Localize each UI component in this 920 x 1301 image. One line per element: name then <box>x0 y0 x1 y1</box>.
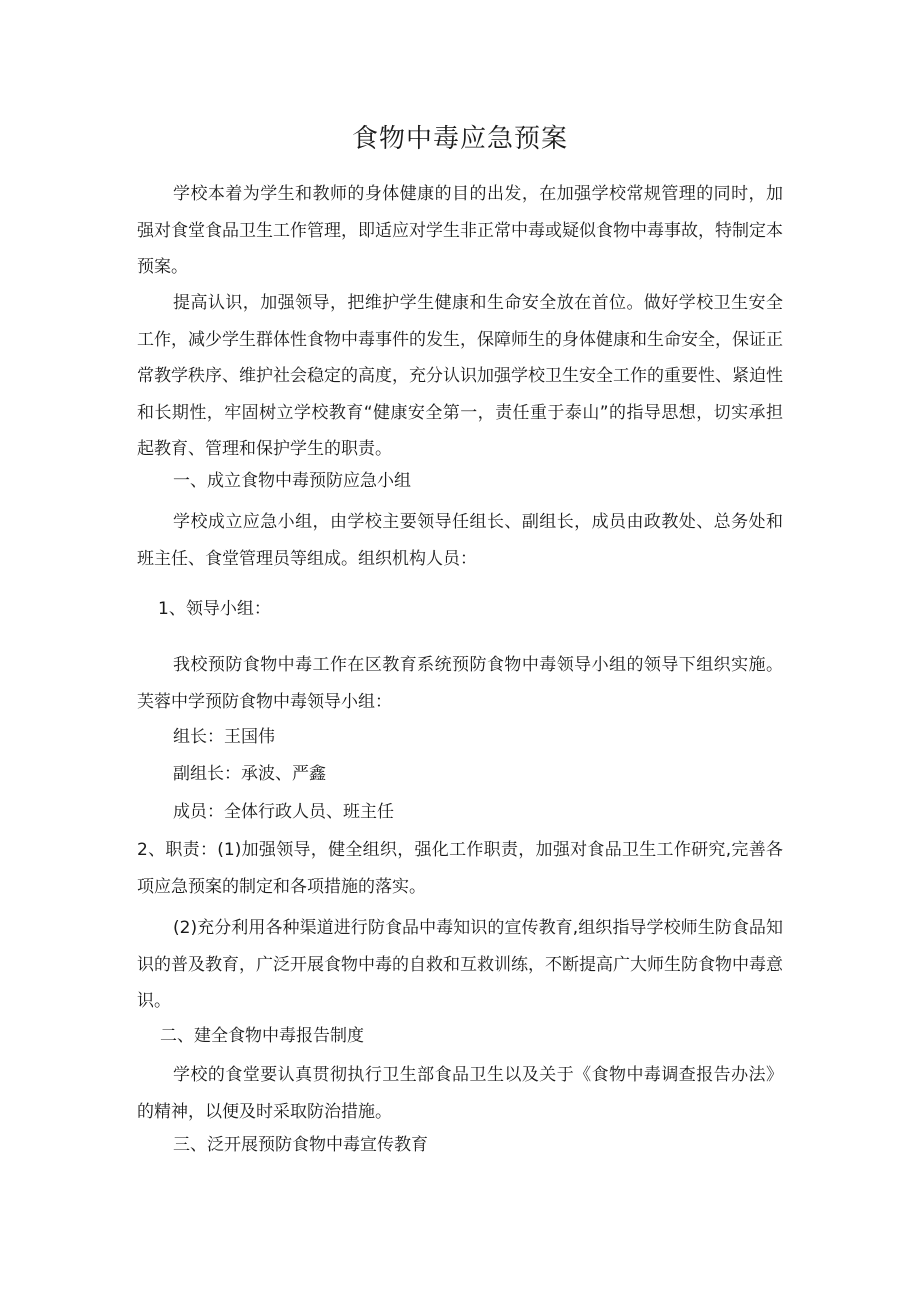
awareness-paragraph: 提高认识，加强领导，把维护学生健康和生命安全放在首位。做好学校卫生安全工作，减少学生群体性食物中毒事件的发生，保障师生的身体健康和生命安全，保证正常教学秩序、维护社会稳定的高度，充分认识加强学校卫生安全工作的重要性、紧迫性和长期性，牢固树立学校教育“健康安全第一，责任重于泰山”的指导思想，切实承担起教育、管理和保护学生的职责。 <box>137 293 783 459</box>
leader-group-heading: 1、领导小组： <box>158 599 271 619</box>
intro-paragraph: 学校本着为学生和教师的身体健康的目的出发，在加强学校常规管理的同时，加强对食堂食品卫生工作管理，即适应对学生非正常中毒或疑似食物中毒事故，特制定本预案。 <box>137 184 783 277</box>
duties-paragraph-2: (2)充分利用各种渠道进行防食品中毒知识的宣传教育,组织指导学校师生防食品知识的普及教育，广泛开展食物中毒的自救和互救训练，不断提高广大师生防食物中毒意识。 <box>137 918 783 1011</box>
section-3-heading: 三、泛开展预防食物中毒宣传教育 <box>173 1135 428 1155</box>
deputy-leader-line: 副组长：承波、严鑫 <box>173 764 326 784</box>
section-2-heading: 二、建全食物中毒报告制度 <box>160 1026 364 1046</box>
leader-group-body: 我校预防食物中毒工作在区教育系统预防食物中毒领导小组的领导下组织实施。芙蓉中学预防食物中毒领导小组： <box>137 655 783 712</box>
section-2-body: 学校的食堂要认真贯彻执行卫生部食品卫生以及关于《食物中毒调查报告办法》的精神，以便及时采取防治措施。 <box>137 1065 783 1122</box>
document-title: 食物中毒应急预案 <box>351 124 568 154</box>
group-leader-line: 组长：王国伟 <box>173 727 275 747</box>
section-1-body: 学校成立应急小组，由学校主要领导任组长、副组长，成员由政教处、总务处和班主任、食堂管理员等组成。组织机构人员： <box>137 512 783 569</box>
section-1-heading: 一、成立食物中毒预防应急小组 <box>173 471 411 491</box>
members-line: 成员：全体行政人员、班主任 <box>173 802 394 822</box>
duties-paragraph-1: 2、职责：(1)加强领导，健全组织，强化工作职责，加强对食品卫生工作研究,完善各项应急预案的制定和各项措施的落实。 <box>137 840 783 897</box>
